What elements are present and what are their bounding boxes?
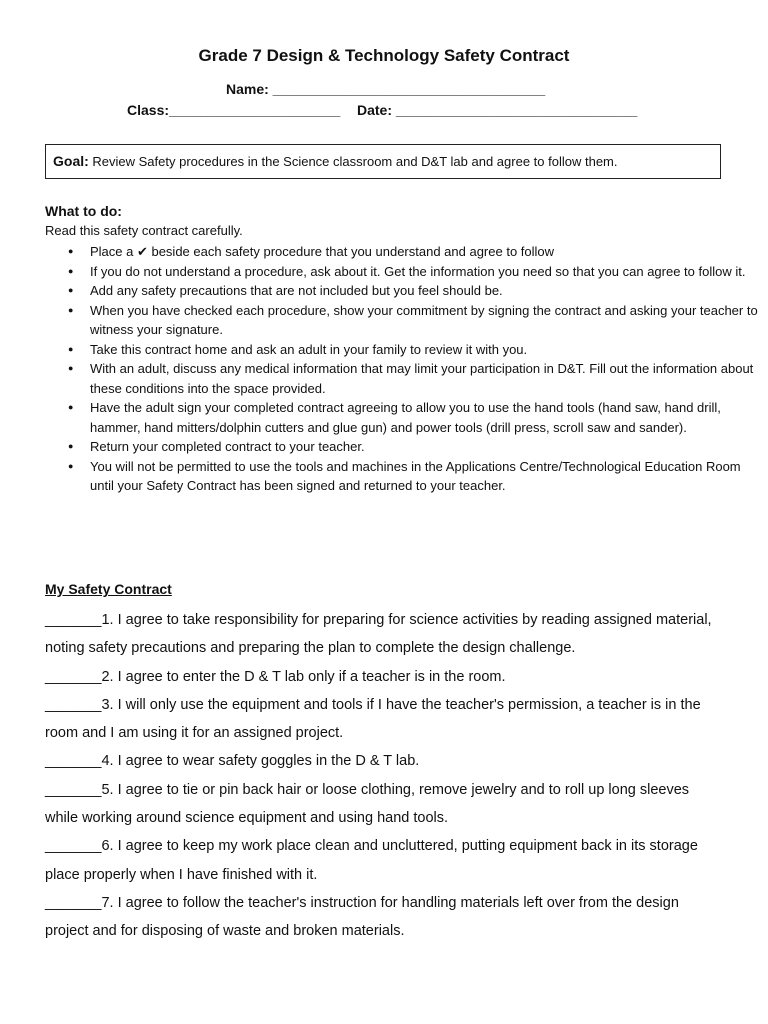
goal-label: Goal: [53,153,89,169]
class-line: Class:______________________ [127,102,341,118]
instruction-item: ● If you do not understand a procedure, ask about it. Get the information you need so that you can agree to follow it. [90,262,758,282]
instruction-item: ● Return your completed contract to your teacher. [90,437,758,457]
contract-item: _______2. I agree to enter the D & T lab only if a teacher is in the room. [45,668,506,685]
what-to-do-intro: Read this safety contract carefully. [45,223,243,238]
contract-item: _______4. I agree to wear safety goggles in the D & T lab. [45,753,420,770]
contract-item: _______6. I agree to keep my work place clean and uncluttered, putting equipment back in its storage place properly when I have finished with it. [45,838,698,883]
instruction-item: ● You will not be permitted to use the tools and machines in the Applications Centre/Technological Education Room until your Safety Contract has been signed and returned to your teacher. [90,457,758,496]
contract-items [45,606,720,946]
contract-item: _______3. I will only use the equipment and tools if I have the teacher's permission, a teacher is in the room and I am using it for an assigned project. [45,696,701,742]
contract-item: _______7. I agree to follow the teacher's instruction for handling materials left over from the design project and for disposing of waste and broken materials. [45,894,679,940]
instruction-item: ● When you have checked each procedure, show your commitment by signing the contract and asking your teacher to witness your signature. [90,301,758,340]
instruction-item: ● With an adult, discuss any medical information that may limit your participation in D&T. Fill out the information about these conditions into the space provided. [90,359,758,398]
instruction-list [45,242,758,496]
goal-text: Review Safety procedures in the Science classroom and D&T lab and agree to follow them. [88,154,618,169]
contract-item: _______1. I agree to take responsibility for preparing for science activities by reading assigned material, noting safety precautions and preparing the plan to complete the design challenge. [45,612,712,657]
instruction-item: ● Place a ✔ beside each safety procedure that you understand and agree to follow [90,242,758,262]
date-line: Date: _______________________________ [357,102,638,118]
contract-heading: My Safety Contract [45,581,172,597]
name-line: Name: ___________________________________ [226,81,546,97]
what-to-do-heading: What to do: [45,203,122,219]
document-title: Grade 7 Design & Technology Safety Contract [198,46,570,65]
instruction-item: ● Have the adult sign your completed contract agreeing to allow you to use the hand tools (hand saw, hand drill, hammer, hand mitters/dolphin cutters and glue gun) and power tools (drill press, scroll saw and sander). [90,398,758,437]
instruction-item: ● Add any safety precautions that are not included but you feel should be. [90,281,758,301]
contract-item: _______5. I agree to tie or pin back hair or loose clothing, remove jewelry and to roll up long sleeves while working around science equipment and using hand tools. [45,781,690,827]
goal-box [45,144,721,179]
instruction-item: ● Take this contract home and ask an adult in your family to review it with you. [90,340,758,360]
